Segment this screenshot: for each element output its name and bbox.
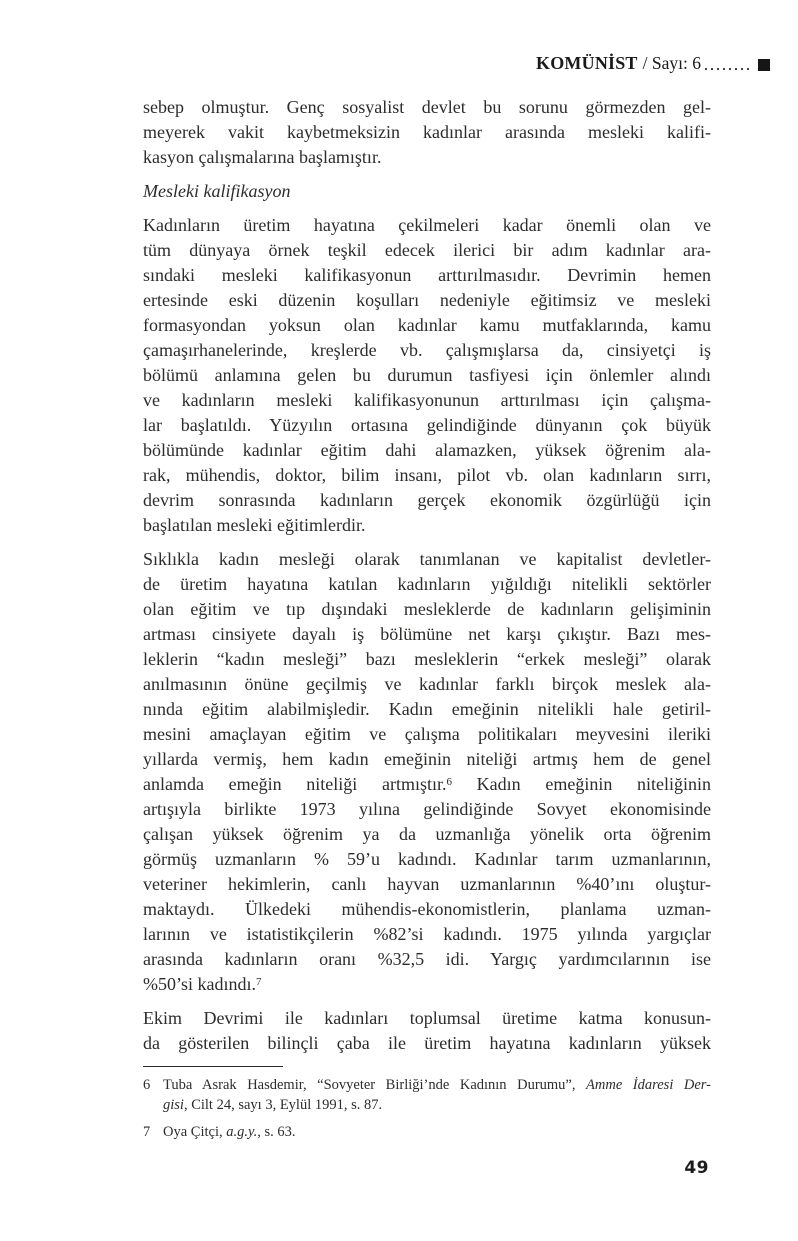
text-line: sındaki mesleki kalifikasyonun arttırılmasıdır. Devrimin hemen [143, 265, 711, 285]
paragraph [143, 547, 711, 997]
text-line: arasında kadınların oranı %32,5 idi. Yargıç yardımcılarının ise [143, 949, 711, 969]
text-line: meyerek vakit kaybetmeksizin kadınlar arasında mesleki kalifi- [143, 122, 711, 142]
footnote-reference: 7 [256, 976, 262, 988]
text-line: Sıklıkla kadın mesleği olarak tanımlanan ve kapitalist devletler- [143, 549, 711, 569]
text-line: devrim sonrasında kadınların gerçek ekonomik özgürlüğü için [143, 490, 711, 510]
footnote-reference: 6 [446, 776, 452, 788]
text-line: anlamda emeğin niteliği artmıştır.$^6$ Kadın emeğinin niteliğinin [143, 774, 711, 794]
paragraph [143, 1006, 711, 1056]
text-line: tüm dünyaya örnek teşkil edecek ilerici bir adım kadınlar ara- [143, 240, 711, 260]
text-line: artışıyla birlikte 1973 yılına gelindiğinde Sovyet ekonomisinde [143, 799, 711, 819]
text-line: görmüş uzmanların % 59’u kadındı. Kadınlar tarım uzmanlarının, [143, 849, 711, 869]
text-line: maktaydı. Ülkedeki mühendis-ekonomistlerin, planlama uzman- [143, 899, 711, 919]
text-line: çamaşırhanelerinde, kreşlerde vb. çalışmışlarsa da, cinsiyetçi iş [143, 340, 711, 360]
text-line: da gösterilen bilinçli çaba ile üretim hayatına kadınların yüksek [143, 1033, 711, 1053]
header-square-icon [758, 59, 770, 71]
paragraphs-container [143, 95, 711, 1056]
text-line: de üretim hayatına katılan kadınların yığıldığı nitelikli sektörler [143, 574, 711, 594]
footnotes-section [143, 1075, 711, 1142]
text-line: bölümünde kadınlar eğitim dahi alamazken, yüksek öğrenim ala- [143, 440, 711, 460]
footnote-text [163, 1122, 711, 1142]
journal-title: KOMÜNİST [536, 53, 638, 73]
footnote-number: 6 [143, 1077, 151, 1093]
text-line: bölümü anlamına gelen bu durumun tasfiyesi için önlemler alındı [143, 365, 711, 385]
issue-label: / Sayı: 6 [642, 53, 701, 73]
page-header [536, 53, 770, 74]
footnote-number: 7 [143, 1124, 151, 1140]
text-line: gisi, Cilt 24, sayı 3, Eylül 1991, s. 87. [163, 1097, 383, 1113]
text-line: başlatılan mesleki eğitimlerdir. [143, 515, 366, 535]
paragraph [143, 213, 711, 538]
footnote [143, 1122, 711, 1142]
text-line: ve kadınların mesleki kalifikasyonunun arttırılması için çalışma- [143, 390, 711, 410]
text-line: Kadınların üretim hayatına çekilmeleri kadar önemli olan ve [143, 215, 711, 235]
text-line: çalışan yüksek öğrenim ya da uzmanlığa yönelik orta öğrenim [143, 824, 711, 844]
text-line: ertesinde eski düzenin koşulları nedeniyle eğitimsiz ve mesleki [143, 290, 711, 310]
paragraph [143, 95, 711, 170]
dotted-leader-rule [705, 68, 753, 70]
text-line: leklerin “kadın mesleği” bazı mesleklerin “erkek mesleği” olarak [143, 649, 711, 669]
text-line: rak, mühendis, doktor, bilim insanı, pilot vb. olan kadınların sırrı, [143, 465, 711, 485]
text-line: formasyondan yoksun olan kadınlar kamu mutfaklarında, kamu [143, 315, 711, 335]
article-body [143, 95, 711, 1149]
text-line: Ekim Devrimi ile kadınları toplumsal üretime katma konusun- [143, 1008, 711, 1028]
page-number: 49 [684, 1158, 709, 1178]
text-line: lar başlatıldı. Yüzyılın ortasına gelindiğinde dünyanın çok büyük [143, 415, 711, 435]
text-line: anılmasının önüne geçilmiş ve kadınlar farklı birçok meslek ala- [143, 674, 711, 694]
text-line: olan eğitim ve tıp dışındaki mesleklerde de kadınların gelişiminin [143, 599, 711, 619]
footnote [143, 1075, 711, 1115]
text-line: kasyon çalışmalarına başlamıştır. [143, 147, 382, 167]
text-line: veteriner hekimlerin, canlı hayvan uzmanlarının %40’ını oluştur- [143, 874, 711, 894]
text-line: sebep olmuştur. Genç sosyalist devlet bu sorunu görmezden gel- [143, 97, 711, 117]
text-line: %50’si kadındı.$^7$ [143, 974, 262, 994]
text-line: Mesleki kalifikasyon [143, 181, 291, 201]
text-line: yıllarda vermiş, hem kadın emeğinin niteliği artmış hem de genel [143, 749, 711, 769]
footnote-rule [143, 1066, 283, 1067]
text-line: mesini amaçlayan eğitim ve çalışma politikaları meyvesini ileriki [143, 724, 711, 744]
text-line: larının ve istatistikçilerin %82’si kadındı. 1975 yılında yargıçlar [143, 924, 711, 944]
footnote-text [163, 1075, 711, 1115]
text-line: Tuba Asrak Hasdemir, “Sovyeter Birliği’nde Kadının Durumu”, Amme İdaresi Der- [163, 1077, 711, 1093]
text-line: Oya Çitçi, a.g.y., s. 63. [163, 1124, 296, 1140]
section-heading [143, 179, 711, 204]
text-line: nında eğitim alabilmişledir. Kadın emeğinin nitelikli hale getiril- [143, 699, 711, 719]
text-line: artması cinsiyete dayalı iş bölümüne net karşı çıkıştır. Bazı mes- [143, 624, 711, 644]
